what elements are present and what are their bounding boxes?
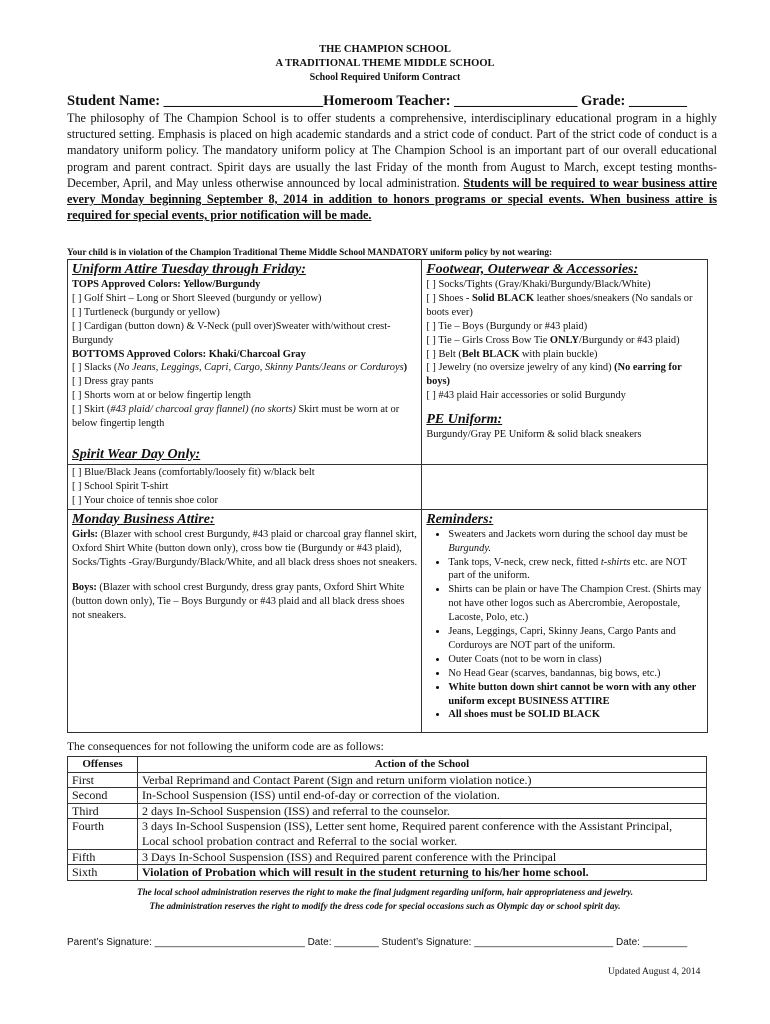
reminder-text: Sweaters and Jackets worn during the school day must be xyxy=(448,528,688,540)
checklist-item[interactable]: [ ] Cardigan (button down) & V-Neck (pull over)Sweater with/without crest-Burgundy xyxy=(72,320,391,346)
girls-tie-only: ONLY xyxy=(549,334,579,346)
consequences-intro: The consequences for not following the uniform code are as follows: xyxy=(67,741,384,753)
offense-cell: Second xyxy=(68,788,138,804)
checklist-item[interactable]: [ ] Turtleneck (burgundy or yellow) xyxy=(72,306,220,318)
reminder-text-end: etc. are NOT part of the uniform. xyxy=(448,556,687,582)
offenses-header: Offenses xyxy=(68,757,138,773)
girls-label: Girls: xyxy=(72,528,98,540)
checklist-item[interactable] xyxy=(426,361,703,389)
checklist-item[interactable]: [ ] Tie – Boys (Burgundy or #43 plaid) xyxy=(426,320,588,332)
updated-date: Updated August 4, 2014 xyxy=(608,967,701,977)
offense-cell: Sixth xyxy=(68,865,138,881)
table-row xyxy=(68,849,707,865)
reminders-cell xyxy=(422,509,708,732)
violation-notice: Your child is in violation of the Champion Traditional Theme Middle School MANDATORY uniform policy by not wearing: xyxy=(67,247,553,257)
action-cell: 3 Days In-School Suspension (ISS) and Required parent conference with the Principal xyxy=(137,849,706,865)
signature-line[interactable]: Parent’s Signature: ___________________________ Date: ________ Student’s Signature: _________________________ Date: ________ xyxy=(67,937,688,948)
pe-uniform-text: Burgundy/Gray PE Uniform & solid black sneakers xyxy=(426,429,642,441)
monday-attire-cell xyxy=(68,509,422,732)
checklist-item[interactable]: [ ] Your choice of tennis shoe color xyxy=(72,494,219,506)
table-row xyxy=(68,509,708,732)
school-name: THE CHAMPION SCHOOL xyxy=(319,44,451,55)
girls-tie-colors: /Burgundy or #43 plaid) xyxy=(579,334,680,346)
boys-text: (Blazer with school crest Burgundy, dress gray pants, Oxford Shirt White (button down only), Tie – Boys Burgundy or #43 plaid and all black dress shoes not sneakers. xyxy=(72,582,405,622)
girls-text: (Blazer with school crest Burgundy, #43 plaid or charcoal gray flannel skirt, Oxford Shirt White (button down only), cross bow tie (Burgundy or #43 plaid), Socks/Tights -Gray/Burgundy/Black/White, and all black dress shoes not sneakers. xyxy=(72,528,418,568)
skirt-details: #43 plaid/ charcoal gray flannel) (no skorts) xyxy=(110,404,296,416)
action-cell: Verbal Reprimand and Contact Parent (Sign and return uniform violation notice.) xyxy=(137,772,706,788)
checklist-item[interactable] xyxy=(426,292,703,320)
table-row xyxy=(68,260,708,465)
reminders-heading: Reminders: xyxy=(426,511,494,527)
slacks-label: [ ] Slacks ( xyxy=(72,362,118,374)
reminder-text: Tank tops, V-neck, crew neck, fitted xyxy=(448,556,601,568)
bottoms-heading: BOTTOMS Approved Colors: Khaki/Charcoal Gray xyxy=(72,348,306,360)
shoes-details: leather shoes/sneakers (No sandals or boots ever) xyxy=(426,292,693,318)
table-row xyxy=(68,865,707,881)
list-item: • All shoes must be SOLID BLACK xyxy=(448,708,703,722)
list-item xyxy=(448,528,703,556)
checklist-item[interactable] xyxy=(72,361,417,375)
action-header: Action of the School xyxy=(137,757,706,773)
checklist-item[interactable]: [ ] Golf Shirt – Long or Short Sleeved (burgundy or yellow) xyxy=(72,292,322,304)
philosophy-text: The philosophy of The Champion School is to offer students a comprehensive, interdisciplinary educational program in a highly structured setting. Emphasis is placed on high academic standards and a strict code of conduct. Part of the strict code of conduct is a mandatory uniform policy. The mandatory uniform policy at The Champion School is an important part of our overall educational program and parent contract. Spirit days are usually the last Friday of the month from August to March, except testing months-December, April, and May unless otherwise announced by local administration. xyxy=(67,111,717,190)
checklist-item[interactable]: [ ] Socks/Tights (Gray/Khaki/Burgundy/Black/White) xyxy=(426,279,651,290)
slacks-exclusions: No Jeans, Leggings, Capri, Cargo, Skinny Pants/Jeans or Corduroys xyxy=(117,362,404,374)
boys-attire xyxy=(72,581,417,623)
spacer-cell xyxy=(422,464,708,509)
girls-tie-label: [ ] Tie – Girls Cross Bow Tie xyxy=(426,334,550,346)
fine-print-judgment: The local school administration reserves the right to make the final judgment regarding uniform, hair appropriateness and jewelry. xyxy=(136,887,634,897)
footwear-cell xyxy=(422,260,708,465)
boys-label: Boys: xyxy=(72,582,97,594)
uniform-policy-table xyxy=(67,259,708,733)
table-row xyxy=(68,757,707,773)
tops-heading: TOPS Approved Colors: Yellow/Burgundy xyxy=(72,279,261,290)
offense-cell: Third xyxy=(68,803,138,819)
action-cell: In-School Suspension (ISS) until end-of-day or correction of the violation. xyxy=(137,788,706,804)
business-attire-notice: Students will be required to wear business attire every Monday beginning September 8, 2014 in addition to honors programs or special events. When business attire is required for special events, prior notification will be made. xyxy=(67,175,717,223)
list-item: • No Head Gear (scarves, bandannas, big bows, etc.) xyxy=(448,667,703,681)
jewelry-boys-rule: (No earring for boys) xyxy=(426,362,682,388)
reminders-list xyxy=(426,528,703,723)
spirit-wear-cell xyxy=(68,464,422,509)
reminder-emphasis: t-shirts xyxy=(600,556,631,568)
table-row xyxy=(68,772,707,788)
fine-print-modify: The administration reserves the right to modify the dress code for special occasions such as Olympic day or school spirit day. xyxy=(149,901,621,911)
checklist-item[interactable] xyxy=(426,334,703,348)
action-cell: 3 days In-School Suspension (ISS), Letter sent home, Required parent conference with the Assistant Principal, Local school probation contract and Referral to the social worker. xyxy=(137,819,706,849)
checklist-item[interactable]: [ ] Shorts worn at or below fingertip length xyxy=(72,390,251,402)
checklist-item[interactable]: [ ] School Spirit T-shirt xyxy=(72,480,169,492)
offense-cell: Fourth xyxy=(68,819,138,849)
jewelry-label: [ ] Jewelry (no oversize jewelry of any kind) xyxy=(426,362,615,374)
checklist-item[interactable]: [ ] Blue/Black Jeans (comfortably/loosely fit) w/black belt xyxy=(72,466,315,478)
uniform-attire-heading: Uniform Attire Tuesday through Friday: xyxy=(72,262,306,277)
contract-title: School Required Uniform Contract xyxy=(309,72,461,83)
student-info-row[interactable]: Student Name: ______________________Homeroom Teacher: _________________ Grade: ________ xyxy=(67,93,687,109)
table-row xyxy=(68,788,707,804)
action-cell: Violation of Probation which will result in the student returning to his/her home school. xyxy=(137,865,706,881)
table-row xyxy=(68,464,708,509)
skirt-length: Skirt must be worn at or below fingertip length xyxy=(72,404,400,430)
list-item: • Jeans, Leggings, Capri, Skinny Jeans, Cargo Pants and Corduroys are NOT part of the uniform. xyxy=(448,625,703,653)
uniform-attire-cell xyxy=(68,260,422,465)
offense-cell: First xyxy=(68,772,138,788)
list-item xyxy=(448,556,703,584)
checklist-item[interactable]: [ ] Dress gray pants xyxy=(72,376,154,388)
consequences-table xyxy=(67,756,707,881)
footwear-heading: Footwear, Outerwear & Accessories: xyxy=(426,262,639,277)
belt-details: with plain buckle) xyxy=(519,348,598,360)
monday-attire-heading: Monday Business Attire: xyxy=(72,511,215,527)
shoes-label: [ ] Shoes - xyxy=(426,292,472,304)
pe-uniform-heading: PE Uniform: xyxy=(426,412,503,428)
spirit-wear-heading: Spirit Wear Day Only: xyxy=(72,446,201,462)
skirt-label: [ ] Skirt ( xyxy=(72,404,111,416)
action-cell: 2 days In-School Suspension (ISS) and referral to the counselor. xyxy=(137,803,706,819)
checklist-item[interactable]: [ ] #43 plaid Hair accessories or solid Burgundy xyxy=(426,390,626,402)
table-row xyxy=(68,819,707,849)
list-item: • Outer Coats (not to be worn in class) xyxy=(448,653,703,667)
school-subtitle: A TRADITIONAL THEME MIDDLE SCHOOL xyxy=(275,58,495,69)
list-item: • White button down shirt cannot be worn with any other uniform except BUSINESS ATTIRE xyxy=(448,681,703,709)
girls-attire xyxy=(72,528,417,570)
slacks-close: ) xyxy=(403,362,408,374)
shoes-color: Solid BLACK xyxy=(471,292,535,304)
reminder-color: Burgundy. xyxy=(448,542,491,554)
checklist-item[interactable] xyxy=(426,348,703,362)
belt-label: [ ] Belt ( xyxy=(426,348,462,360)
checklist-item[interactable] xyxy=(72,403,417,431)
offense-cell: Fifth xyxy=(68,849,138,865)
philosophy-paragraph xyxy=(67,110,717,223)
list-item: • Shirts can be plain or have The Champion Crest. (Shirts may not have other logos such as Abercrombie, Aeropostale, Lacoste, Polo, etc.) xyxy=(448,583,703,625)
belt-color: Belt BLACK xyxy=(461,348,520,360)
table-row xyxy=(68,803,707,819)
